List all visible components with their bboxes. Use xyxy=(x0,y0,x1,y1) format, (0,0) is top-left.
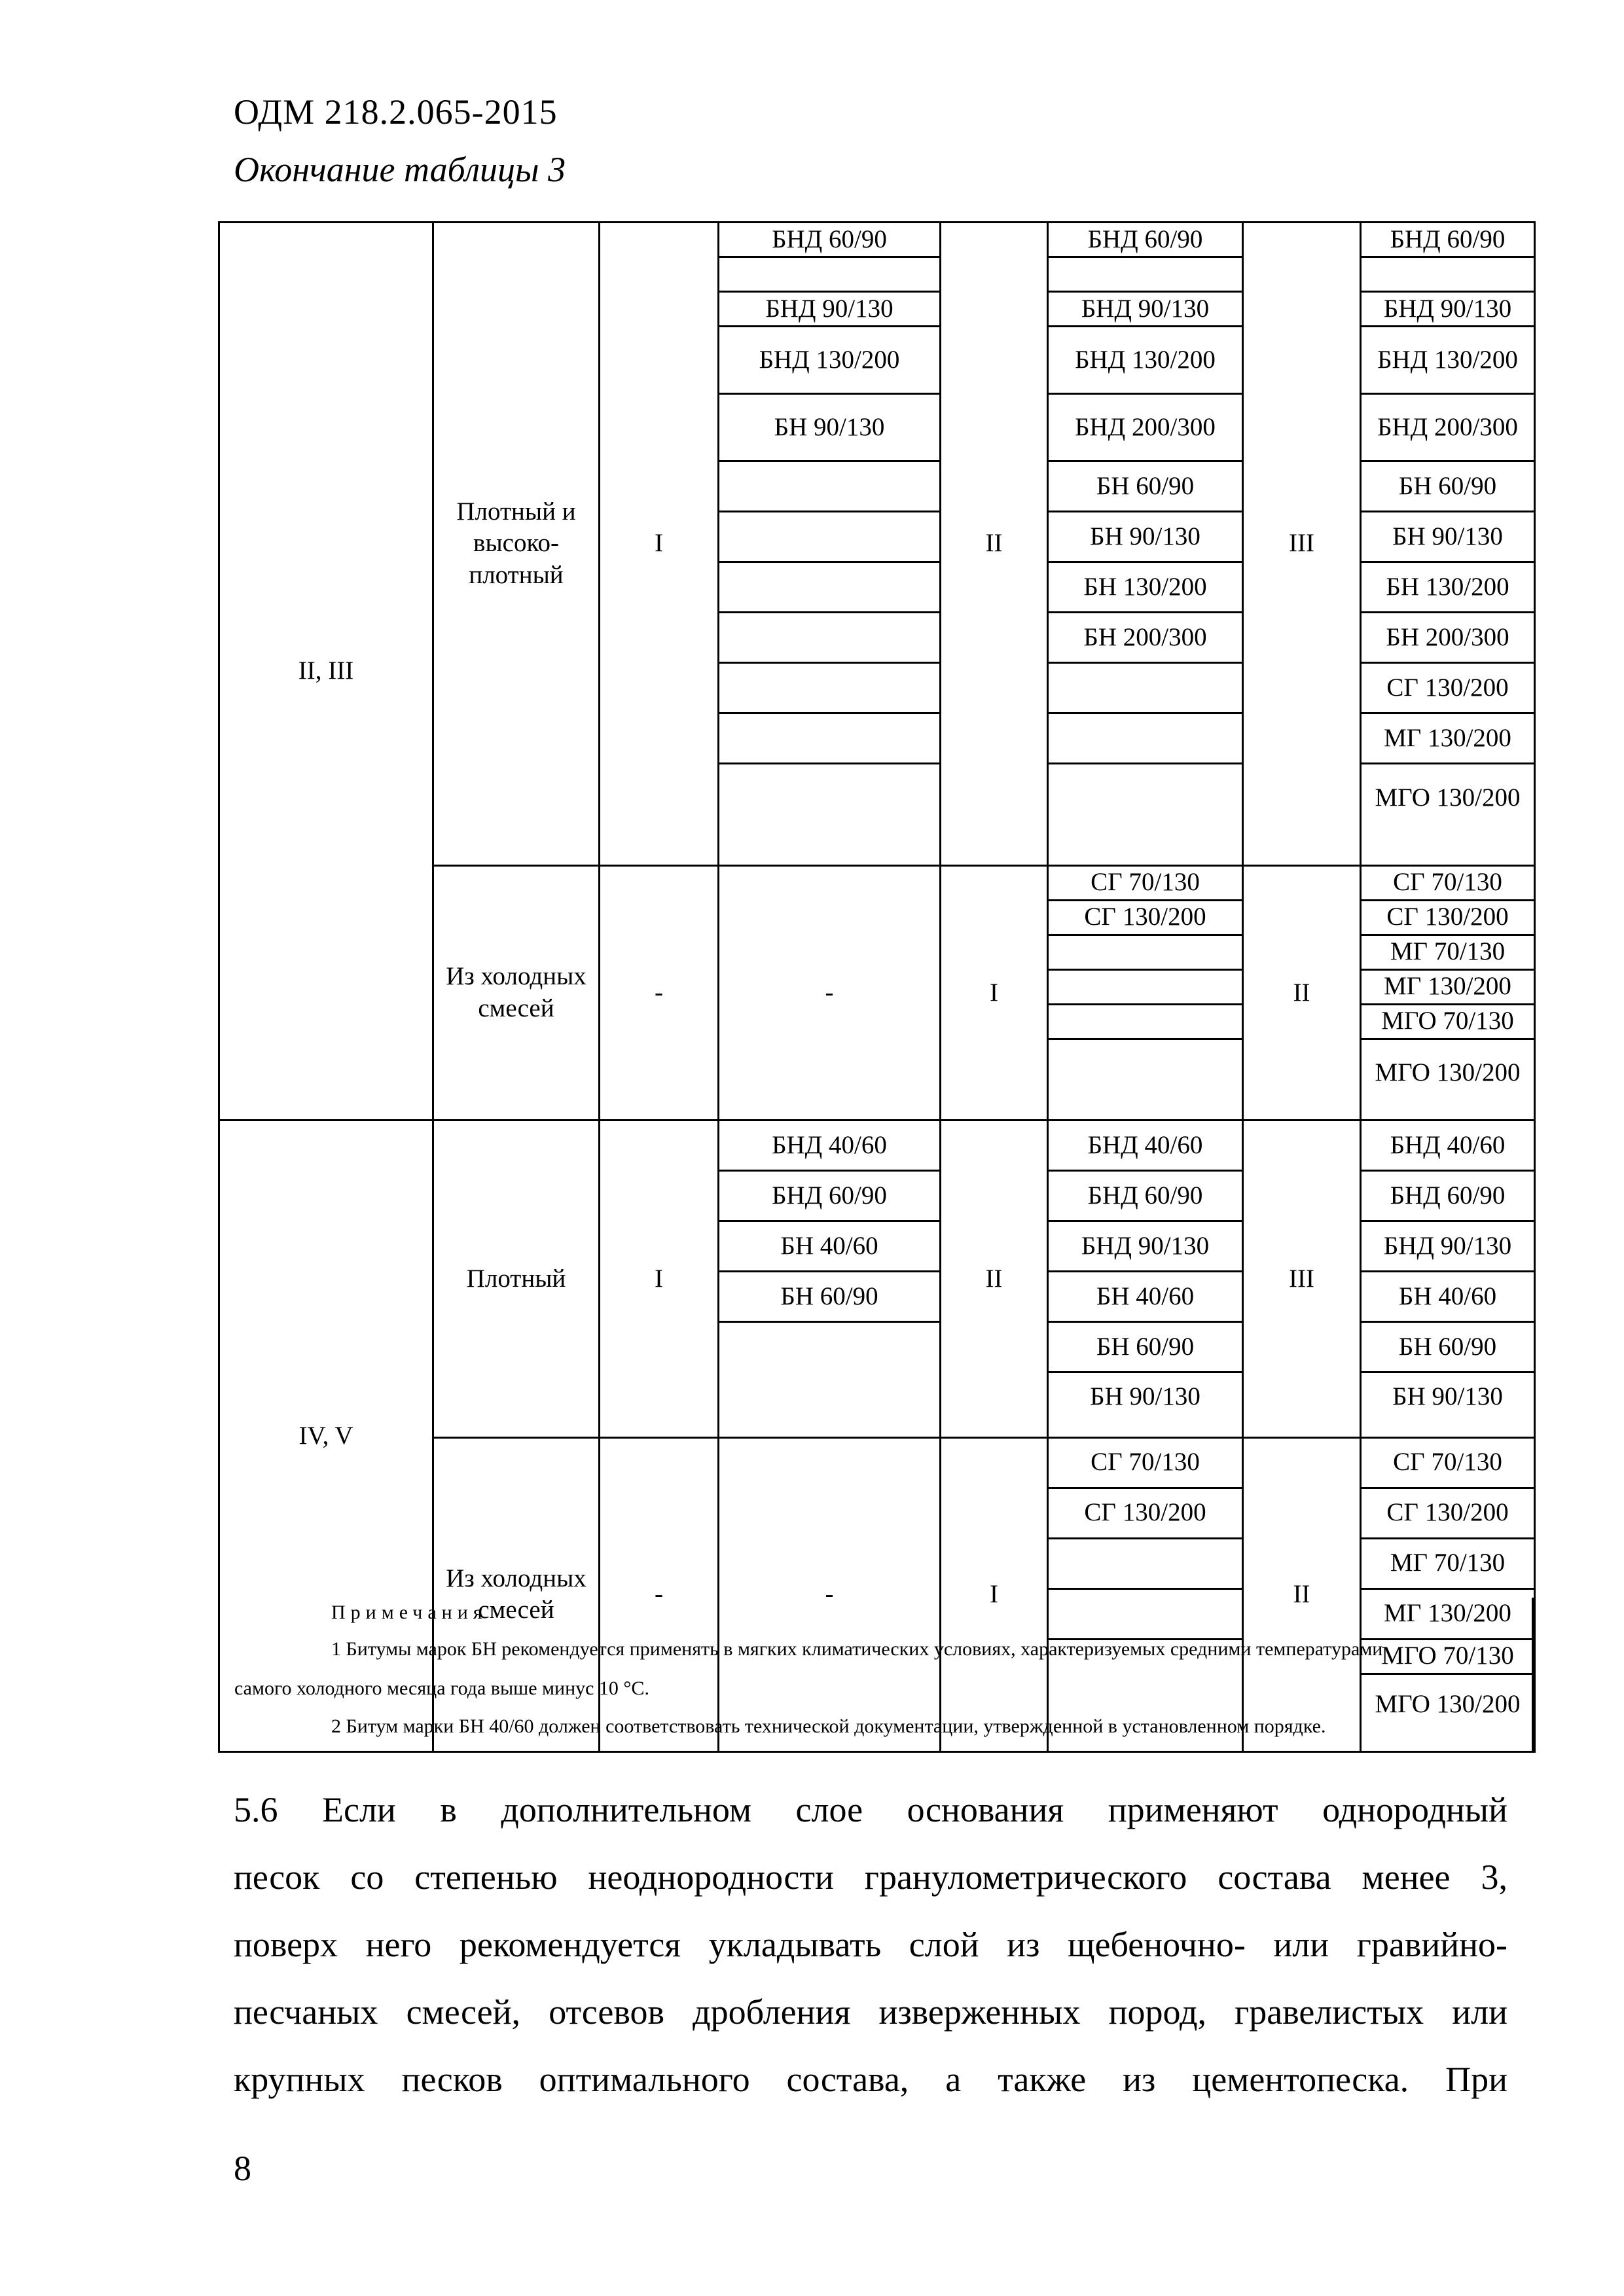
bitumen-grade-cell: БНД 60/90 xyxy=(1049,1172,1242,1222)
bitumen-grade-cell xyxy=(719,764,939,832)
bitumen-list-cell xyxy=(719,1121,941,1437)
bitumen-grade-cell: БН 40/60 xyxy=(1049,1272,1242,1323)
bitumen-grade-cell: БНД 40/60 xyxy=(719,1121,939,1172)
bitumen-grade-cell: БНД 60/90 xyxy=(1362,223,1534,258)
bitumen-grade-cell: БНД 60/90 xyxy=(1049,223,1242,258)
bitumen-grade-cell xyxy=(1049,1539,1242,1590)
bitumen-grade-cell: БН 60/90 xyxy=(1049,1323,1242,1373)
bitumen-grade-cell: СГ 130/200 xyxy=(1362,901,1534,936)
bitumen-grade-cell: БНД 60/90 xyxy=(1362,1172,1534,1222)
paragraph-line: песчаных смесей, отсевов дробления изверженных пород, гравелистых или xyxy=(234,1992,1507,2032)
bitumen-grade-cell xyxy=(1049,1005,1242,1040)
bitumen-grade-cell xyxy=(719,563,939,613)
bitumen-grade-cell: БН 90/130 xyxy=(1362,512,1534,563)
bitumen-list-cell xyxy=(1048,223,1243,866)
bitumen-grade-cell xyxy=(719,1323,939,1418)
bitumen-grade-cell: МГ 70/130 xyxy=(1362,936,1534,971)
bitumen-grade-cell: БН 40/60 xyxy=(719,1222,939,1272)
table-continuation-caption: Окончание таблицы 3 xyxy=(234,150,566,189)
bitumen-grade-cell: МГО 130/200 xyxy=(1375,783,1521,812)
mix-type-cell: Плотный xyxy=(433,1121,600,1437)
bitumen-grade-cell: БН 40/60 xyxy=(1362,1272,1534,1323)
bitumen-table xyxy=(218,221,1534,1753)
bitumen-grade-cell xyxy=(1049,971,1242,1005)
category-cell: I xyxy=(600,1121,719,1437)
category-cell: I xyxy=(941,1437,1048,1751)
bitumen-grade-cell: БНД 90/130 xyxy=(719,293,939,327)
mix-type-cell: Из холодных смесей xyxy=(433,1437,600,1751)
bitumen-grade-cell: БНД 130/200 xyxy=(1362,327,1534,395)
bitumen-grade-cell: СГ 70/130 xyxy=(1049,1439,1242,1489)
bitumen-grade-cell: МГО 70/130 xyxy=(1362,1005,1534,1040)
bitumen-grade-cell xyxy=(1049,936,1242,971)
category-cell: II xyxy=(1243,1437,1361,1751)
bitumen-grade-cell: СГ 70/130 xyxy=(1049,867,1242,901)
bitumen-list-cell xyxy=(1361,1121,1535,1437)
paragraph-line: поверх него рекомендуется укладывать слой из щебеночно- или гравийно- xyxy=(234,1925,1507,1964)
bitumen-list-cell xyxy=(1048,1121,1243,1437)
bitumen-grade-cell xyxy=(719,462,939,512)
bitumen-grade-cell xyxy=(1049,1040,1242,1107)
paragraph-line: 5.6 Если в дополнительном слое основания применяют однородный xyxy=(234,1790,1507,1829)
bitumen-grade-cell: МГ 130/200 xyxy=(1362,714,1534,764)
bitumen-grade-cell: БНД 200/300 xyxy=(1049,395,1242,462)
bitumen-list-cell xyxy=(1361,865,1535,1121)
bitumen-list xyxy=(1362,867,1534,1120)
mix-type-cell: Из холодных смесей xyxy=(433,865,600,1121)
table-notes xyxy=(218,1598,1534,1753)
bitumen-grade-cell xyxy=(719,512,939,563)
category-cell: - xyxy=(719,1437,941,1751)
bitumen-grade-cell: МГ 70/130 xyxy=(1362,1539,1534,1590)
bitumen-grade-cell xyxy=(1049,664,1242,714)
bitumen-grade-cell: БНД 90/130 xyxy=(1049,293,1242,327)
bitumen-list xyxy=(719,223,939,865)
category-cell: III xyxy=(1243,223,1361,866)
category-cell: - xyxy=(600,865,719,1121)
mix-type-cell: Плотный и высоко-плотный xyxy=(433,223,600,866)
bitumen-grade-cell: БНД 90/130 xyxy=(1362,293,1534,327)
paragraph-line: крупных песков оптимального состава, а также из цементопеска. При xyxy=(234,2060,1507,2099)
bitumen-list xyxy=(719,1121,939,1436)
bitumen-grade-cell xyxy=(719,664,939,714)
bitumen-grade-cell xyxy=(1049,714,1242,764)
bitumen-grade-cell: МГ 130/200 xyxy=(1362,1590,1534,1640)
bitumen-grade-cell: БНД 40/60 xyxy=(1049,1121,1242,1172)
bitumen-grade-cell: БН 60/90 xyxy=(1049,462,1242,512)
bitumen-list xyxy=(1049,867,1242,1120)
bitumen-grade-cell: БН 60/90 xyxy=(1362,1323,1534,1373)
bitumen-grade-cell: БНД 90/130 xyxy=(1362,1222,1534,1272)
category-cell: II xyxy=(1243,865,1361,1121)
bitumen-grade-cell: БН 130/200 xyxy=(1049,563,1242,613)
bitumen-grade-cell xyxy=(1049,258,1242,293)
bitumen-grade-cell: СГ 130/200 xyxy=(1362,1489,1534,1539)
bitumen-grade-cell: БН 90/130 xyxy=(1392,1382,1503,1410)
bitumen-grade-cell: МГО 130/200 xyxy=(1375,1058,1521,1087)
paragraph-line: песок со степенью неоднородности гранулометрического состава менее 3, xyxy=(234,1857,1507,1897)
category-cell: - xyxy=(600,1437,719,1751)
bitumen-list-cell xyxy=(719,223,941,866)
bitumen-grade-cell: МГО 70/130 xyxy=(1362,1640,1534,1675)
category-cell: I xyxy=(600,223,719,866)
climate-zone-cell: II, III xyxy=(219,223,433,1121)
bitumen-grade-cell: БНД 60/90 xyxy=(719,1172,939,1222)
category-cell: III xyxy=(1243,1121,1361,1437)
note-2: 2 Битум марки БН 40/60 должен соответствовать технической документации, утвержденной в установленном порядке. xyxy=(331,1715,1326,1737)
bitumen-grade-cell: БНД 130/200 xyxy=(719,327,939,395)
category-cell: II xyxy=(941,1121,1048,1437)
bitumen-grade-cell: СГ 70/130 xyxy=(1362,867,1534,901)
bitumen-grade-cell: БН 90/130 xyxy=(1049,512,1242,563)
bitumen-grade-cell: БН 90/130 xyxy=(1090,1382,1200,1410)
bitumen-grade-cell: БНД 60/90 xyxy=(719,223,939,258)
category-cell: I xyxy=(941,865,1048,1121)
bitumen-grade-cell xyxy=(719,613,939,664)
bitumen-grade-cell: СГ 70/130 xyxy=(1362,1439,1534,1489)
bitumen-grade-cell xyxy=(719,258,939,293)
document-code: ОДМ 218.2.065-2015 xyxy=(234,92,558,132)
bitumen-grade-cell xyxy=(1362,258,1534,293)
bitumen-grade-cell: СГ 130/200 xyxy=(1049,901,1242,936)
bitumen-grade-cell: БНД 130/200 xyxy=(1049,327,1242,395)
note-1-line-1: 1 Битумы марок БН рекомендуется применять в мягких климатических условиях, характеризуемых средними температурами xyxy=(331,1638,1383,1660)
bitumen-grade-cell: СГ 130/200 xyxy=(1049,1489,1242,1539)
bitumen-list-cell xyxy=(1361,223,1535,866)
page-number: 8 xyxy=(234,2149,251,2188)
bitumen-grade-cell xyxy=(719,714,939,764)
bitumen-list-cell xyxy=(1048,865,1243,1121)
bitumen-grade-cell: БНД 200/300 xyxy=(1362,395,1534,462)
bitumen-grade-cell xyxy=(1049,764,1242,832)
bitumen-grade-cell: БН 130/200 xyxy=(1362,563,1534,613)
bitumen-list xyxy=(1049,1121,1242,1436)
bitumen-grade-cell: БН 60/90 xyxy=(1362,462,1534,512)
bitumen-grade-cell: МГ 130/200 xyxy=(1362,971,1534,1005)
bitumen-grade-cell: БНД 90/130 xyxy=(1049,1222,1242,1272)
climate-zone-cell: IV, V xyxy=(219,1121,433,1752)
bitumen-grade-cell: БН 60/90 xyxy=(719,1272,939,1323)
bitumen-grade-cell: СГ 130/200 xyxy=(1362,664,1534,714)
bitumen-list xyxy=(1049,223,1242,865)
notes-header: Примечания xyxy=(331,1602,488,1623)
bitumen-grade-cell: БН 90/130 xyxy=(719,395,939,462)
bitumen-list xyxy=(1362,223,1534,865)
note-1-line-2: самого холодного месяца года выше минус 10 °С. xyxy=(234,1677,649,1699)
bitumen-grade-cell: МГО 130/200 xyxy=(1375,1690,1521,1719)
category-cell: II xyxy=(941,223,1048,866)
bitumen-grade-cell: БНД 40/60 xyxy=(1362,1121,1534,1172)
category-cell: - xyxy=(719,865,941,1121)
bitumen-grade-cell: БН 200/300 xyxy=(1362,613,1534,664)
bitumen-list xyxy=(1362,1121,1534,1436)
bitumen-grade-cell: БН 200/300 xyxy=(1049,613,1242,664)
